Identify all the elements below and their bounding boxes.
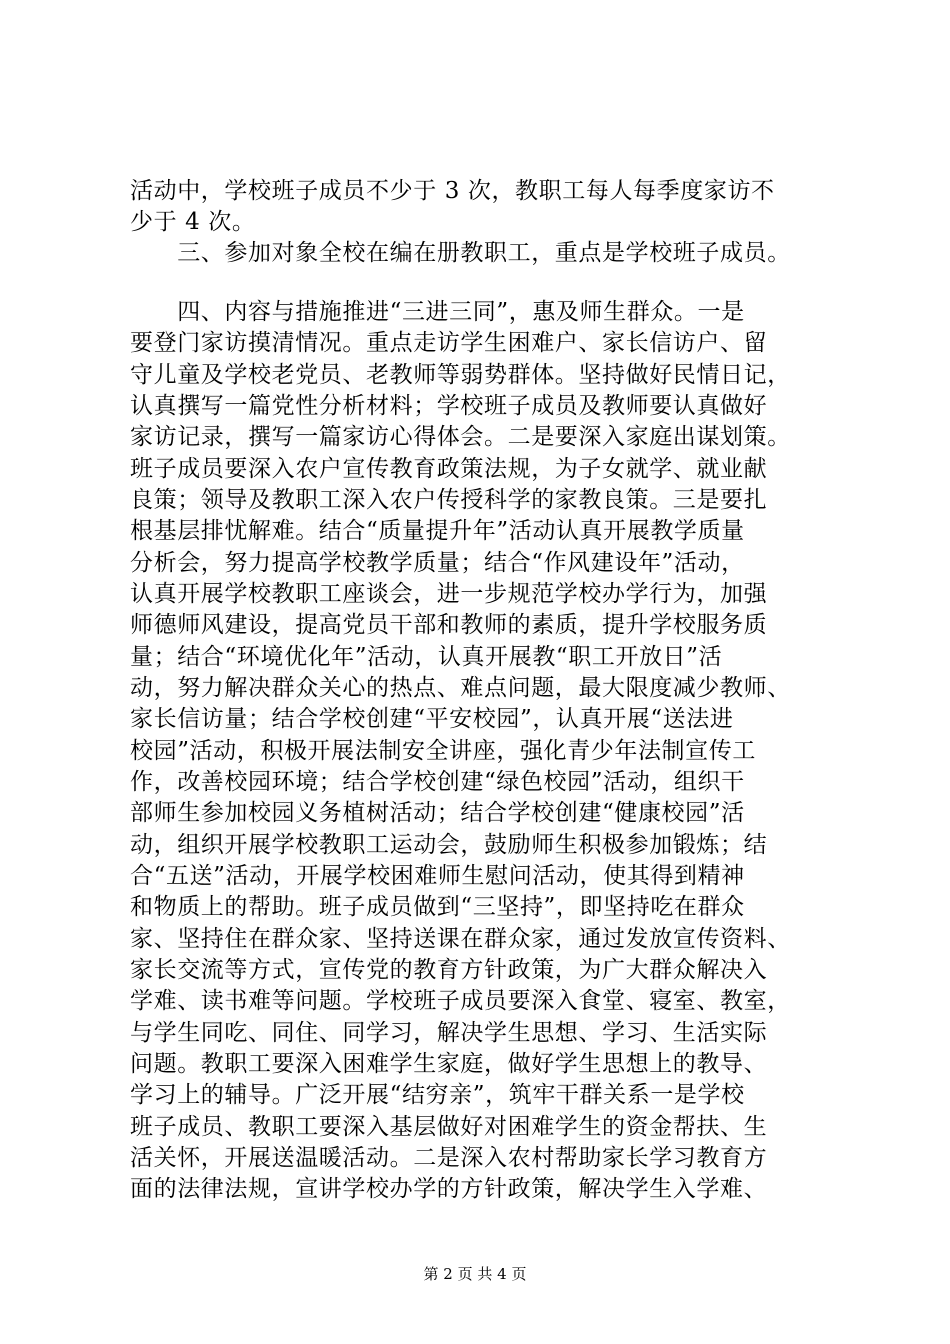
- text-line: 班子成员要深入农户宣传教育政策法规，为子女就学、就业献: [130, 456, 768, 482]
- text-line: 守儿童及学校老党员、老教师等弱势群体。坚持做好民情日记，: [130, 362, 791, 388]
- text-line: 动，努力解决群众关心的热点、难点问题，最大限度减少教师、: [130, 675, 791, 701]
- text-line: 动，组织开展学校教职工运动会，鼓励师生积极参加锻炼；结: [130, 832, 768, 858]
- text-line: 根基层排忧解难。结合“质量提升年”活动认真开展教学质量: [130, 518, 745, 544]
- text-line: 与学生同吃、同住、同学习，解决学生思想、学习、生活实际: [130, 1020, 768, 1046]
- text-line: 部师生参加校园义务植树活动；结合学校创建“健康校园”活: [130, 800, 745, 826]
- text-line: 三、参加对象全校在编在册教职工，重点是学校班子成员。: [130, 240, 791, 266]
- text-line: 四、内容与措施推进“三进三同”，惠及师生群众。一是: [130, 299, 745, 325]
- text-line: 合“五送”活动，开展学校困难师生慰问活动，使其得到精神: [130, 863, 745, 889]
- text-line: 问题。教职工要深入困难学生家庭，做好学生思想上的教导、: [130, 1051, 768, 1077]
- text-line: 分析会，努力提高学校教学质量；结合“作风建设年”活动，: [130, 550, 745, 576]
- text-line: 家、坚持住在群众家、坚持送课在群众家，通过发放宣传资料、: [130, 926, 791, 952]
- text-line: 家访记录，撰写一篇家访心得体会。二是要深入家庭出谋划策。: [130, 424, 791, 450]
- text-line: 活动中，学校班子成员不少于 3 次，教职工每人每季度家访不: [130, 178, 775, 204]
- text-line: 和物质上的帮助。班子成员做到“三坚持”，即坚持吃在群众: [130, 894, 745, 920]
- text-line: 良策；领导及教职工深入农户传授科学的家教良策。三是要扎: [130, 487, 768, 513]
- text-line: 校园”活动，积极开展法制安全讲座，强化青少年法制宣传工: [130, 738, 756, 764]
- text-line: 作，改善校园环境；结合学校创建“绿色校园”活动，组织干: [130, 769, 745, 795]
- text-line: 班子成员、教职工要深入基层做好对困难学生的资金帮扶、生: [130, 1114, 768, 1140]
- text-line: 要登门家访摸清情况。重点走访学生困难户、家长信访户、留: [130, 330, 768, 356]
- text-line: 认真开展学校教职工座谈会，进一步规范学校办学行为，加强: [130, 581, 768, 607]
- text-line: 少于 4 次。: [130, 209, 256, 235]
- text-line: 学难、读书难等问题。学校班子成员要深入食堂、寝室、教室，: [130, 988, 791, 1014]
- text-line: 家长信访量；结合学校创建“平安校园”，认真开展“送法进: [130, 706, 734, 732]
- text-line: 师德师风建设，提高党员干部和教师的素质，提升学校服务质: [130, 612, 768, 638]
- text-line: 量；结合“环境优化年”活动，认真开展教“职工开放日”活: [130, 644, 723, 670]
- text-line: 认真撰写一篇党性分析材料；学校班子成员及教师要认真做好: [130, 393, 768, 419]
- text-line: 学习上的辅导。广泛开展“结穷亲”，筑牢干群关系一是学校: [130, 1082, 745, 1108]
- text-line: 活关怀，开展送温暖活动。二是深入农村帮助家长学习教育方: [130, 1145, 768, 1171]
- text-line: 家长交流等方式，宣传党的教育方针政策，为广大群众解决入: [130, 957, 768, 983]
- page-footer: 第 2 页 共 4 页: [423, 1265, 527, 1283]
- text-line: 面的法律法规，宣讲学校办学的方针政策，解决学生入学难、: [130, 1176, 768, 1202]
